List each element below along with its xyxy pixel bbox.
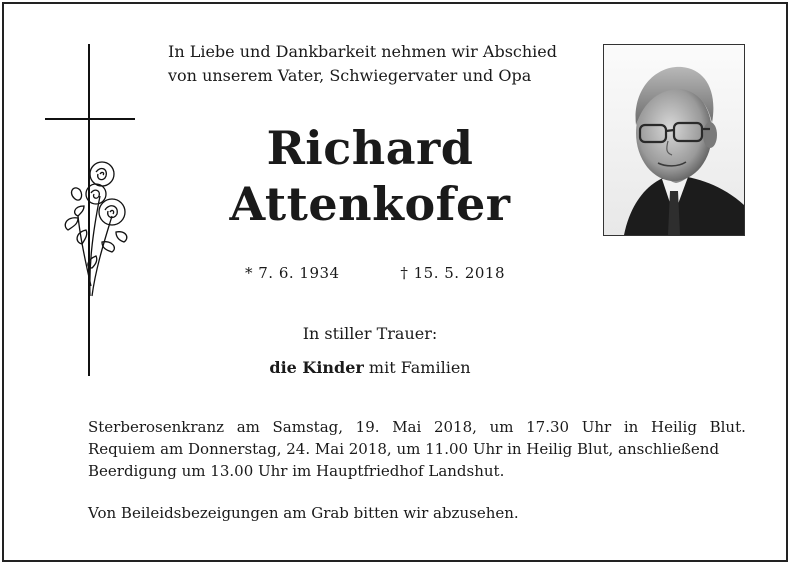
details-word: 2018, [433, 418, 477, 436]
birth-date: * 7. 6. 1934 [245, 264, 340, 282]
details-line-2: Requiem am Donnerstag, 24. Mai 2018, um 11.00 Uhr in Heilig Blut, anschließend [88, 440, 720, 458]
cross-bar [45, 118, 135, 120]
details-word: am [236, 418, 260, 436]
portrait-image [604, 45, 744, 235]
mourners-rest: mit Familien [363, 358, 471, 377]
first-name: Richard [266, 121, 474, 175]
details-word: um [489, 418, 514, 436]
funeral-details [88, 416, 746, 482]
deceased-name [200, 120, 540, 232]
intro-text [168, 40, 588, 88]
mourners [170, 358, 570, 377]
details-word: Blut. [709, 418, 746, 436]
mourners-bold: die Kinder [269, 358, 364, 377]
details-word: in [623, 418, 639, 436]
life-dates [245, 264, 505, 282]
details-word: Heilig [650, 418, 697, 436]
details-word: Sterberosenkranz [88, 418, 225, 436]
details-line-1 [88, 416, 746, 438]
details-word: Samstag, [272, 418, 344, 436]
details-word: Uhr [581, 418, 612, 436]
details-line-3: Beerdigung um 13.00 Uhr im Hauptfriedhof Landshut. [88, 462, 505, 480]
details-word: 19. [355, 418, 380, 436]
portrait-photo [603, 44, 745, 236]
intro-line-1: In Liebe und Dankbarkeit nehmen wir Abschied [168, 42, 558, 61]
roses-icon [56, 156, 136, 306]
death-date: † 15. 5. 2018 [400, 264, 505, 282]
last-name: Attenkofer [229, 177, 511, 231]
closing-note: Von Beileidsbezeigungen am Grab bitten wir abzusehen. [88, 504, 519, 522]
intro-line-2: von unserem Vater, Schwiegervater und Opa [168, 66, 532, 85]
mourning-label: In stiller Trauer: [302, 324, 438, 343]
details-word: Mai [392, 418, 422, 436]
details-word: 17.30 [526, 418, 570, 436]
